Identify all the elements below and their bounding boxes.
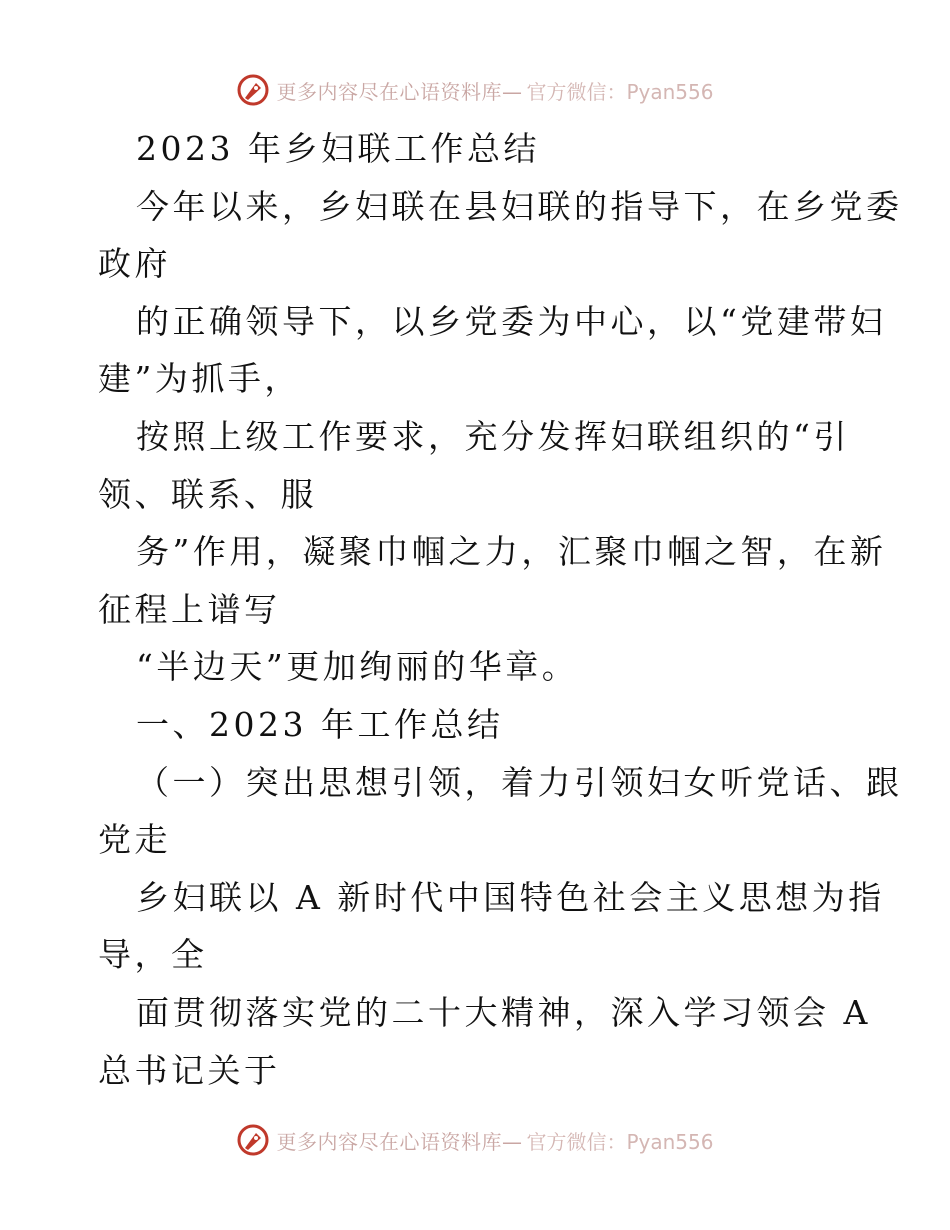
text-line: “半边天”更加绚丽的华章。 — [136, 647, 579, 687]
text-line: 的正确领导下，以乡党委为中心，以“党建带妇 — [136, 301, 887, 341]
document-title: 2023 年乡妇联工作总结 — [136, 129, 540, 168]
banner-main-text: 更多内容尽在心语资料库— — [276, 1129, 523, 1154]
text-line: 面贯彻落实党的二十大精神，深入学习领会 A — [136, 992, 871, 1032]
text-line: 今年以来，乡妇联在县妇联的指导下，在乡党委 — [136, 186, 903, 226]
text-line: 征程上谱写 — [98, 589, 281, 629]
text-line: 导，全 — [98, 935, 208, 975]
banner-wechat-text: 官方微信：Pyan556 — [526, 1129, 714, 1154]
text-line: 务”作用，凝聚巾帼之力，汇聚巾帼之智，在新 — [136, 532, 887, 572]
header-watermark-banner — [0, 70, 950, 110]
footer-watermark-banner — [0, 1120, 950, 1160]
pen-nib-logo-icon — [236, 73, 270, 107]
banner-wechat-text: 官方微信：Pyan556 — [526, 79, 714, 104]
subsection-heading: （一）突出思想引领，着力引领妇女听党话、跟 — [136, 762, 903, 802]
text-line: 领、联系、服 — [98, 474, 317, 514]
text-line: 政府 — [98, 244, 171, 284]
pen-nib-logo-icon — [236, 1123, 270, 1157]
section-heading: 一、2023 年工作总结 — [136, 704, 504, 744]
document-body — [98, 120, 903, 1099]
text-line: 按照上级工作要求，充分发挥妇联组织的“引 — [136, 416, 850, 456]
text-line: 建”为抓手， — [98, 359, 301, 399]
text-line: 党走 — [98, 820, 171, 860]
banner-main-text: 更多内容尽在心语资料库— — [276, 79, 523, 104]
text-line: 乡妇联以 A 新时代中国特色社会主义思想为指 — [136, 877, 885, 917]
text-line: 总书记关于 — [98, 1050, 281, 1090]
